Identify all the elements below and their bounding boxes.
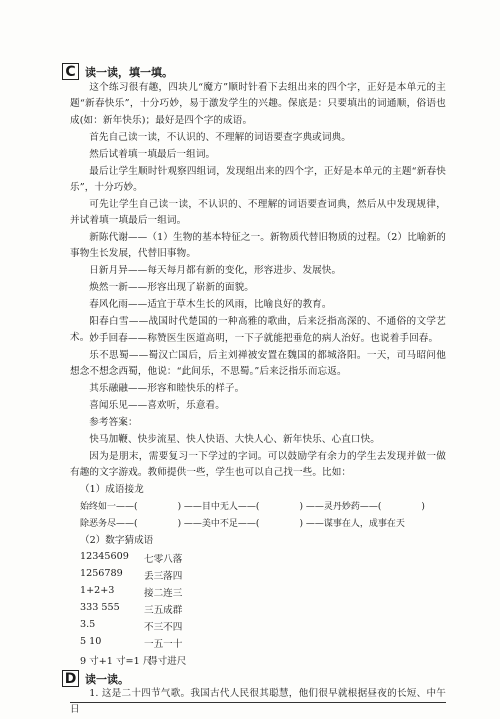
puzzle-answer: 接二连三 (144, 588, 183, 599)
step-paragraph-1: 首先自己读一读，不认识的、不理解的词语要查字典或词典。 (89, 132, 351, 143)
puzzle-question: 5 10 (80, 636, 102, 647)
puzzle-question: 3.5 (80, 619, 96, 630)
definition-item: 新陈代谢——（1）生物的基本特征之一。新物质代替旧物质的过程。（2）比喻新的事物生长发展，代替旧事物。 (70, 232, 446, 260)
answer-label: 参考答案： (89, 417, 138, 428)
number-puzzle-heading: （2）数字猜成语 (80, 535, 154, 546)
puzzle-question: 333 555 (80, 602, 120, 613)
puzzle-answer: 得寸进尺 (148, 656, 187, 667)
definition-item: 其乐融融——形容和睦快乐的样子。 (89, 383, 245, 394)
definition-item: 阳春白雪——战国时代楚国的一种高雅的歌曲，后来泛指高深的、不通俗的文学艺术。 (70, 316, 446, 344)
idiom-chain-heading: （1）成语接龙 (80, 484, 144, 495)
section-d-header (62, 670, 129, 687)
definition-item: 焕然一新——形容出现了崭新的面貌。 (89, 282, 254, 293)
holiday-paragraph: 因为是朋末，需要复习一下学过的字词。可以鼓励学有余力的学生去发现并做一做有趣的文字游戏。教师提供一些，学生也可以自己找一些。比如： (70, 451, 446, 479)
puzzle-answer: 一五一十 (144, 639, 183, 650)
intro-paragraph: 这个练习很有趣，四块儿“魔方”顺时针看下去组出来的四个字，正好是本单元的主题“新春快乐”，十分巧妙，易于激发学生的兴趣。保底是：只要填出的词通顺，俗语也成(如：新年快乐)；最好是四个字的成语。 (70, 82, 446, 126)
puzzle-question: 12345609 (80, 551, 129, 562)
puzzle-answer: 不三不四 (144, 622, 183, 633)
puzzle-answer: 丢三落四 (144, 571, 183, 582)
section-d-letter-box: D (62, 670, 79, 687)
section-d-first-line: 1. 这是二十四节气歌。我国古代人民很其聪慧，他们很早就根据昼夜的长短、中午日 (70, 688, 446, 716)
puzzle-answer: 七零八落 (144, 554, 183, 565)
definition-item: 春风化雨——适宜于草木生长的风雨，比喻良好的教育。 (89, 299, 332, 310)
footer-rule (70, 702, 446, 703)
puzzle-question: 9 寸+1 寸=1 尺 (80, 656, 153, 667)
step-paragraph-4: 可先让学生自己读一读，不认识的、不理解的词语要查词典，然后从中发现规律，并试着填一填最后一组词。 (70, 199, 446, 227)
section-c-title: 读一读，填一填。 (85, 65, 173, 79)
section-c-letter-box: C (62, 63, 79, 80)
definition-item: 喜闻乐见——喜欢听，乐意看。 (89, 400, 225, 411)
answer-text: 快马加鞭、快步流星、快人快语、大快人心、新年快乐、心直口快。 (89, 434, 380, 445)
section-c-header (62, 63, 173, 80)
idiom-chain-row: 始终如一——( ) ——目中无人——( ) ——灵丹妙药——( ) (80, 502, 425, 512)
section-d-title: 读一读。 (85, 672, 129, 686)
definition-item: 妙手回春——称赞医生医道高明，一下子就能把垂危的病人治好。也说着手回春。 (89, 333, 439, 344)
puzzle-question: 1+2+3 (80, 585, 115, 596)
puzzle-answer: 三五成群 (144, 605, 183, 616)
idiom-chain-row: 除恶务尽——( ) ——美中不足——( ) ——谋事在人，成事在天 (80, 519, 405, 529)
definition-item: 乐不思蜀——蜀汉亡国后，后主刘禅被安置在魏国的都城洛阳。一天，司马昭问他想念不想念西蜀，他说：“此间乐，不思蜀。”后来泛指乐而忘返。 (70, 350, 446, 378)
definition-item: 日新月异——每天每月都有新的变化，形容进步、发展快。 (89, 265, 342, 276)
step-paragraph-2: 然后试着填一填最后一组词。 (89, 149, 216, 160)
step-paragraph-3: 最后让学生顺时针观察四组词，发现组出来的四个字，正好是本单元的主题“新春快乐”，十分巧妙。 (70, 166, 446, 194)
puzzle-question: 1256789 (80, 568, 123, 579)
